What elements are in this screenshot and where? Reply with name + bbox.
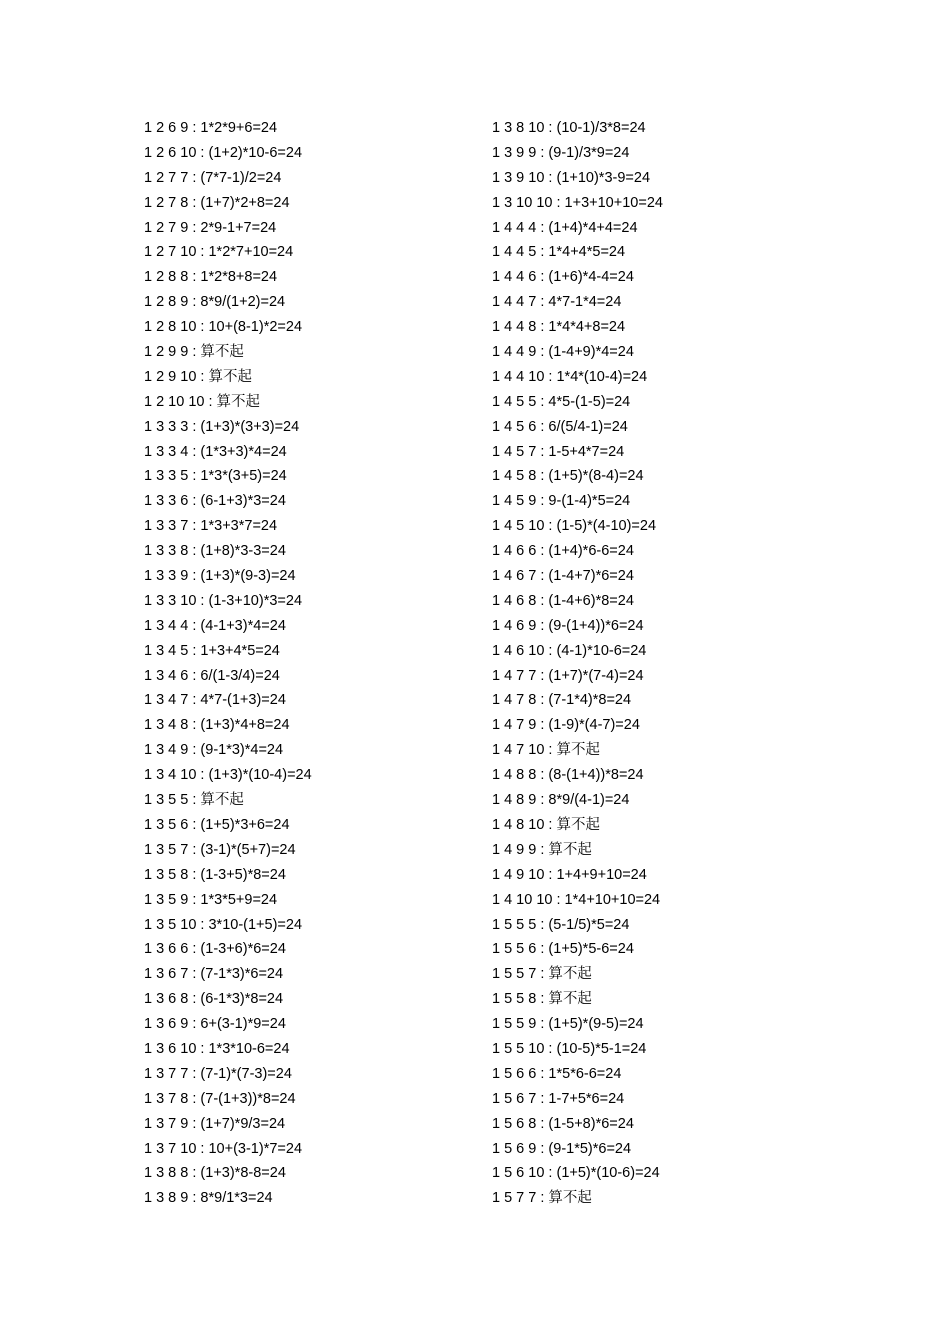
solution-line: 1 3 5 6 : (1+5)*3+6=24 xyxy=(144,816,290,833)
solution-line: 1 5 6 10 : (1+5)*(10-6)=24 xyxy=(492,1165,660,1182)
solution-line: 1 4 6 9 : (9-(1+4))*6=24 xyxy=(492,617,644,634)
left-solutions-column xyxy=(144,116,484,1211)
solution-line: 1 5 6 9 : (9-1*5)*6=24 xyxy=(492,1140,632,1157)
solution-line: 1 4 4 4 : (1+4)*4+4=24 xyxy=(492,219,638,236)
solution-line: 1 3 9 9 : (9-1)/3*9=24 xyxy=(492,144,630,161)
solution-line: 1 5 6 8 : (1-5+8)*6=24 xyxy=(492,1115,634,1132)
solution-line: 1 3 4 6 : 6/(1-3/4)=24 xyxy=(144,667,280,684)
solution-line: 1 3 4 9 : (9-1*3)*4=24 xyxy=(144,742,284,759)
right-solutions-column xyxy=(492,116,832,1211)
solution-line: 1 3 6 7 : (7-1*3)*6=24 xyxy=(144,966,284,983)
solution-line: 1 4 5 9 : 9-(1-4)*5=24 xyxy=(492,493,631,510)
solution-line: 1 5 6 6 : 1*5*6-6=24 xyxy=(492,1065,622,1082)
solution-line: 1 4 4 7 : 4*7-1*4=24 xyxy=(492,294,622,311)
solution-line: 1 3 5 8 : (1-3+5)*8=24 xyxy=(144,866,286,883)
solution-line: 1 3 5 7 : (3-1)*(5+7)=24 xyxy=(144,841,296,858)
solution-line: 1 2 7 9 : 2*9-1+7=24 xyxy=(144,219,277,236)
solution-line: 1 5 5 9 : (1+5)*(9-5)=24 xyxy=(492,1016,644,1033)
solution-line: 1 4 5 10 : (1-5)*(4-10)=24 xyxy=(492,518,657,535)
solution-line: 1 5 6 7 : 1-7+5*6=24 xyxy=(492,1090,625,1107)
solution-line: 1 3 3 4 : (1*3+3)*4=24 xyxy=(144,443,287,460)
solution-line: 1 4 7 8 : (7-1*4)*8=24 xyxy=(492,692,632,709)
solution-line: 1 4 7 9 : (1-9)*(4-7)=24 xyxy=(492,717,640,734)
solution-line: 1 5 5 6 : (1+5)*5-6=24 xyxy=(492,941,634,958)
solution-line: 1 3 4 8 : (1+3)*4+8=24 xyxy=(144,717,290,734)
solution-line: 1 3 8 8 : (1+3)*8-8=24 xyxy=(144,1165,286,1182)
solution-line: 1 4 4 6 : (1+6)*4-4=24 xyxy=(492,269,634,286)
solution-line: 1 3 4 10 : (1+3)*(10-4)=24 xyxy=(144,767,312,784)
solution-line: 1 3 5 10 : 3*10-(1+5)=24 xyxy=(144,916,303,933)
solution-line: 1 3 3 8 : (1+8)*3-3=24 xyxy=(144,543,286,560)
solution-line: 1 3 3 6 : (6-1+3)*3=24 xyxy=(144,493,286,510)
solution-line: 1 3 4 5 : 1+3+4*5=24 xyxy=(144,642,280,659)
solution-line: 1 3 3 9 : (1+3)*(9-3)=24 xyxy=(144,568,296,585)
solution-line: 1 4 4 9 : (1-4+9)*4=24 xyxy=(492,344,634,361)
solution-line: 1 2 6 9 : 1*2*9+6=24 xyxy=(144,120,278,136)
solution-line: 1 2 7 7 : (7*7-1)/2=24 xyxy=(144,169,282,186)
solution-line: 1 3 8 10 : (10-1)/3*8=24 xyxy=(492,120,646,136)
solution-line: 1 4 5 7 : 1-5+4*7=24 xyxy=(492,443,625,460)
solution-line: 1 3 6 10 : 1*3*10-6=24 xyxy=(144,1040,290,1057)
solution-line: 1 2 6 10 : (1+2)*10-6=24 xyxy=(144,144,303,161)
solution-line: 1 4 9 10 : 1+4+9+10=24 xyxy=(492,866,647,883)
solution-line: 1 4 4 5 : 1*4+4*5=24 xyxy=(492,244,626,261)
solution-line: 1 3 7 7 : (7-1)*(7-3)=24 xyxy=(144,1065,292,1082)
solution-line: 1 3 7 10 : 10+(3-1)*7=24 xyxy=(144,1140,303,1157)
solution-line: 1 4 5 8 : (1+5)*(8-4)=24 xyxy=(492,468,644,485)
solution-line: 1 5 7 7 : 算不起 xyxy=(492,1190,592,1207)
solution-line: 1 3 6 6 : (1-3+6)*6=24 xyxy=(144,941,286,958)
solution-line: 1 4 4 10 : 1*4*(10-4)=24 xyxy=(492,368,648,385)
solution-line: 1 4 5 6 : 6/(5/4-1)=24 xyxy=(492,418,628,435)
solution-line: 1 4 8 10 : 算不起 xyxy=(492,816,600,833)
solution-line: 1 3 4 4 : (4-1+3)*4=24 xyxy=(144,617,286,634)
solution-line: 1 4 6 6 : (1+4)*6-6=24 xyxy=(492,543,634,560)
solution-line: 1 2 7 10 : 1*2*7+10=24 xyxy=(144,244,294,261)
solution-line: 1 2 9 10 : 算不起 xyxy=(144,368,252,385)
solution-line: 1 3 5 5 : 算不起 xyxy=(144,792,244,809)
solution-line: 1 3 6 9 : 6+(3-1)*9=24 xyxy=(144,1016,286,1033)
solution-line: 1 4 9 9 : 算不起 xyxy=(492,841,592,858)
solution-line: 1 4 8 9 : 8*9/(4-1)=24 xyxy=(492,792,630,809)
solution-line: 1 4 6 8 : (1-4+6)*8=24 xyxy=(492,592,634,609)
solution-line: 1 4 10 10 : 1*4+10+10=24 xyxy=(492,891,661,908)
solution-line: 1 3 7 9 : (1+7)*9/3=24 xyxy=(144,1115,286,1132)
solution-line: 1 3 4 7 : 4*7-(1+3)=24 xyxy=(144,692,286,709)
solution-line: 1 3 6 8 : (6-1*3)*8=24 xyxy=(144,991,284,1008)
solution-line: 1 4 8 8 : (8-(1+4))*8=24 xyxy=(492,767,644,784)
solution-line: 1 3 3 10 : (1-3+10)*3=24 xyxy=(144,592,303,609)
solution-line: 1 3 9 10 : (1+10)*3-9=24 xyxy=(492,169,651,186)
solution-line: 1 4 4 8 : 1*4*4+8=24 xyxy=(492,319,626,336)
solution-line: 1 4 7 10 : 算不起 xyxy=(492,742,600,759)
solution-line: 1 3 10 10 : 1+3+10+10=24 xyxy=(492,194,663,211)
solution-line: 1 3 7 8 : (7-(1+3))*8=24 xyxy=(144,1090,296,1107)
solution-line: 1 5 5 7 : 算不起 xyxy=(492,966,592,983)
solution-line: 1 4 7 7 : (1+7)*(7-4)=24 xyxy=(492,667,644,684)
solution-line: 1 3 3 3 : (1+3)*(3+3)=24 xyxy=(144,418,300,435)
solution-line: 1 2 7 8 : (1+7)*2+8=24 xyxy=(144,194,290,211)
solution-line: 1 2 8 9 : 8*9/(1+2)=24 xyxy=(144,294,286,311)
solution-line: 1 3 8 9 : 8*9/1*3=24 xyxy=(144,1190,273,1207)
solution-line: 1 2 8 8 : 1*2*8+8=24 xyxy=(144,269,278,286)
solution-line: 1 4 6 7 : (1-4+7)*6=24 xyxy=(492,568,634,585)
solution-line: 1 4 5 5 : 4*5-(1-5)=24 xyxy=(492,393,631,410)
solution-line: 1 2 8 10 : 10+(8-1)*2=24 xyxy=(144,319,303,336)
solution-line: 1 4 6 10 : (4-1)*10-6=24 xyxy=(492,642,647,659)
solution-line: 1 3 5 9 : 1*3*5+9=24 xyxy=(144,891,278,908)
solution-line: 1 2 9 9 : 算不起 xyxy=(144,344,244,361)
solution-line: 1 3 3 7 : 1*3+3*7=24 xyxy=(144,518,278,535)
solution-line: 1 5 5 8 : 算不起 xyxy=(492,991,592,1008)
solution-line: 1 3 3 5 : 1*3*(3+5)=24 xyxy=(144,468,287,485)
solution-line: 1 5 5 5 : (5-1/5)*5=24 xyxy=(492,916,630,933)
solution-line: 1 5 5 10 : (10-5)*5-1=24 xyxy=(492,1040,647,1057)
solution-line: 1 2 10 10 : 算不起 xyxy=(144,393,261,410)
